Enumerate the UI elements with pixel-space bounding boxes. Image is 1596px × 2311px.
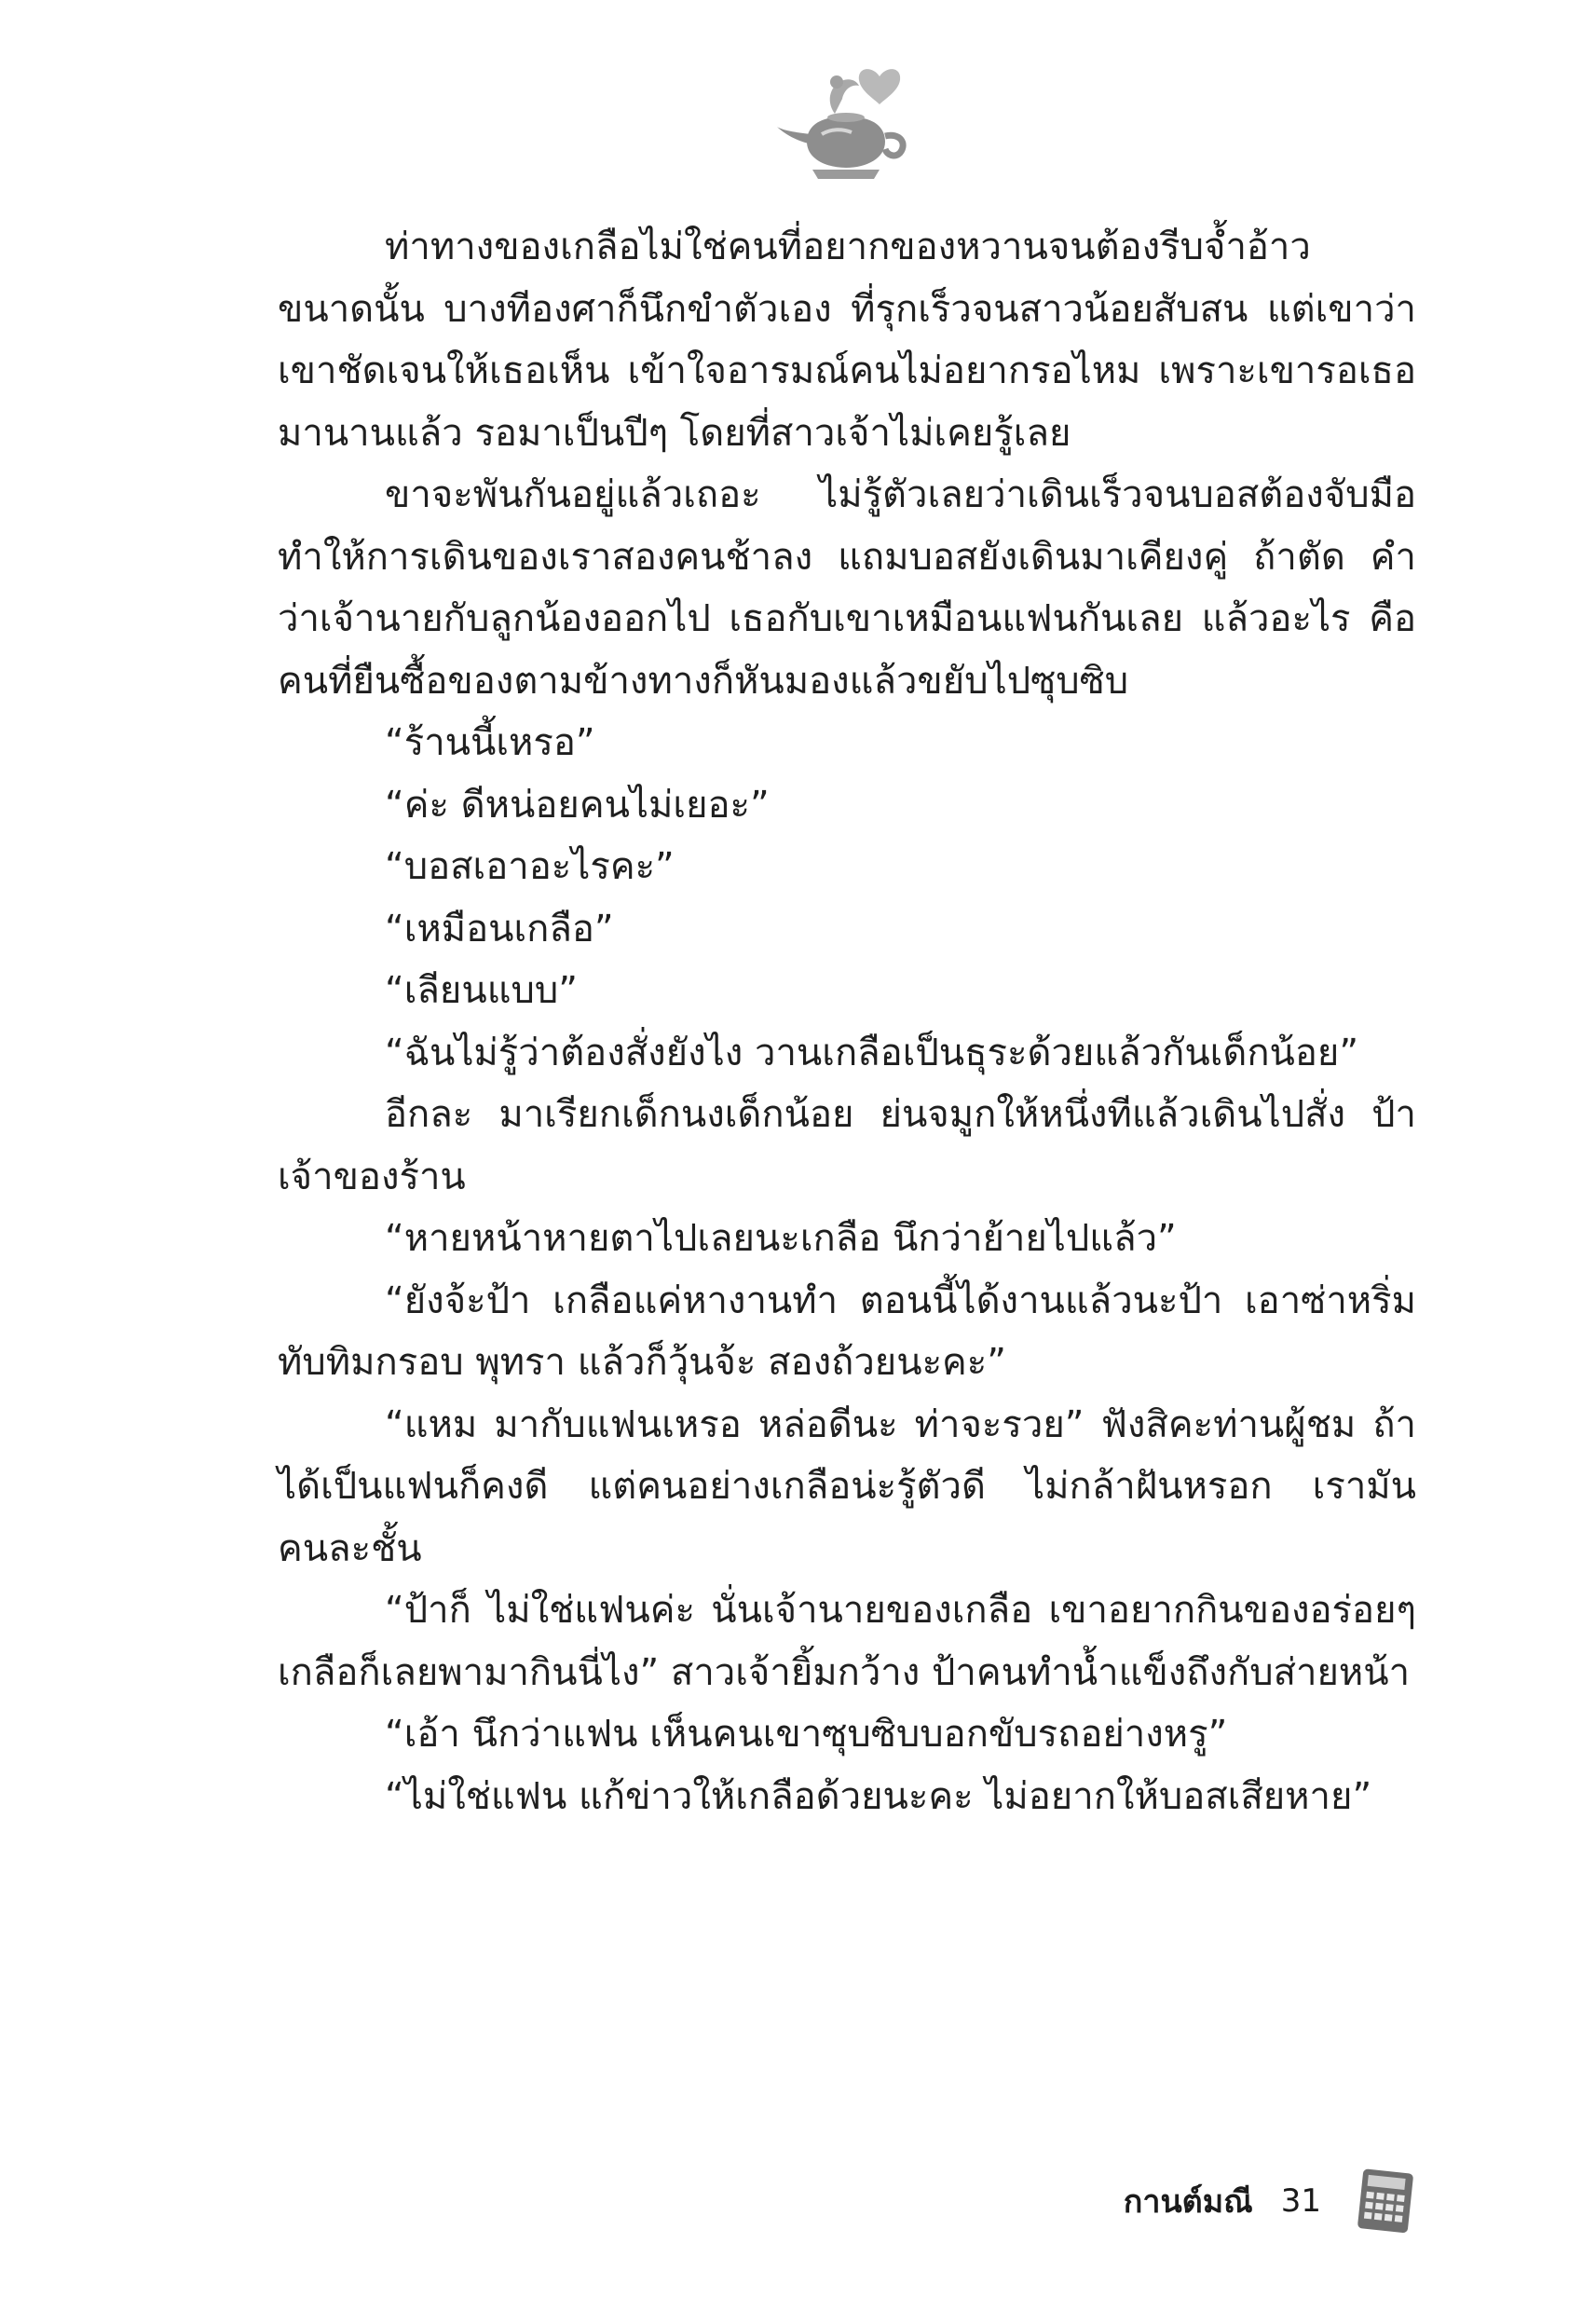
paragraph: “แหม มากับแฟนเหรอ หล่อดีนะ ท่าจะรวย” ฟังสิคะท่านผู้ชม ถ้าได้เป็นแฟนก็คงดี แต่คนอย่างเกลือน่ะรู้ตัวดี ไม่กล้าฝันหรอก เรามัน คนละชั้น <box>278 1402 1416 1570</box>
paragraph: อีกละ มาเรียกเด็กนงเด็กน้อย ย่นจมูกให้หนึ่งทีแล้วเดินไปสั่ง ป้าเจ้าของร้าน <box>278 1093 1416 1198</box>
page-footer <box>1124 2164 1416 2238</box>
paragraph: “ป้าก็ ไม่ใช่แฟนค่ะ นั่นเจ้านายของเกลือ เขาอยากกินของอร่อยๆ เกลือก็เลยพามากินนี่ไง” สาวเจ้ายิ้มกว้าง ป้าคนทำน้ำแข็งถึงกับส่ายหน้า <box>278 1589 1416 1694</box>
dialogue-line: “หายหน้าหายตาไปเลยนะเกลือ นึกว่าย้ายไปแล้ว” <box>385 1217 1177 1260</box>
author-name: กานต์มณี <box>1123 2183 1253 2221</box>
dialogue-line: “เลียนแบบ” <box>385 969 578 1012</box>
body-text <box>278 216 1416 1827</box>
calculator-icon <box>1357 2167 1416 2235</box>
dialogue-line: “ยังจ้ะป้า เกลือแค่หางานทำ ตอนนี้ได้งานแล้วนะป้า เอาซ่าหริ่ม ทับทิมกรอบ พุทรา แล้วก็วุ้นจ้ะ สองถ้วยนะคะ” <box>278 1279 1416 1384</box>
dialogue-line: “บอสเอาอะไรคะ” <box>385 845 675 888</box>
dialogue-line: “ค่ะ ดีหน่อยคนไม่เยอะ” <box>385 783 770 827</box>
page-number: 31 <box>1280 2182 1321 2220</box>
dialogue-line: “ไม่ใช่แฟน แก้ข่าวให้เกลือด้วยนะคะ ไม่อยากให้บอสเสียหาย” <box>385 1774 1372 1818</box>
dialogue-line: “ฉันไม่รู้ว่าต้องสั่งยังไง วานเกลือเป็นธุระด้วยแล้วกันเด็กน้อย” <box>385 1031 1359 1074</box>
paragraph: ท่าทางของเกลือไม่ใช่คนที่อยากของหวานจนต้องรีบจ้ำอ้าว ขนาดนั้น บางทีองศาก็นึกขำตัวเอง ที่รุกเร็วจนสาวน้อยสับสน แต่เขาว่า เขาชัดเจนให้เธอเห็น เข้าใจอารมณ์คนไม่อยากรอไหม เพราะเขารอเธอ มานานแล้ว รอมาเป็นปีๆ โดยที่สาวเจ้าไม่เคยรู้เลย <box>278 226 1416 455</box>
dialogue-line: “ร้านนี้เหรอ” <box>385 721 595 764</box>
teapot-ornament-icon <box>770 58 919 198</box>
dialogue-line: “เอ้า นึกว่าแฟน เห็นคนเขาซุบซิบบอกขับรถอย่างหรู” <box>385 1713 1228 1756</box>
paragraph: ขาจะพันกันอยู่แล้วเถอะ ไม่รู้ตัวเลยว่าเดินเร็วจนบอสต้องจับมือ ทำให้การเดินของเราสองคนช้าลง แถมบอสยังเดินมาเคียงคู่ ถ้าตัด คำว่าเจ้านายกับลูกน้องออกไป เธอกับเขาเหมือนแฟนกันเลย แล้วอะไร คือคนที่ยืนซื้อของตามข้างทางก็หันมองแล้วขยับไปซุบซิบ <box>278 473 1416 703</box>
dialogue-line: “เหมือนเกลือ” <box>385 907 614 950</box>
